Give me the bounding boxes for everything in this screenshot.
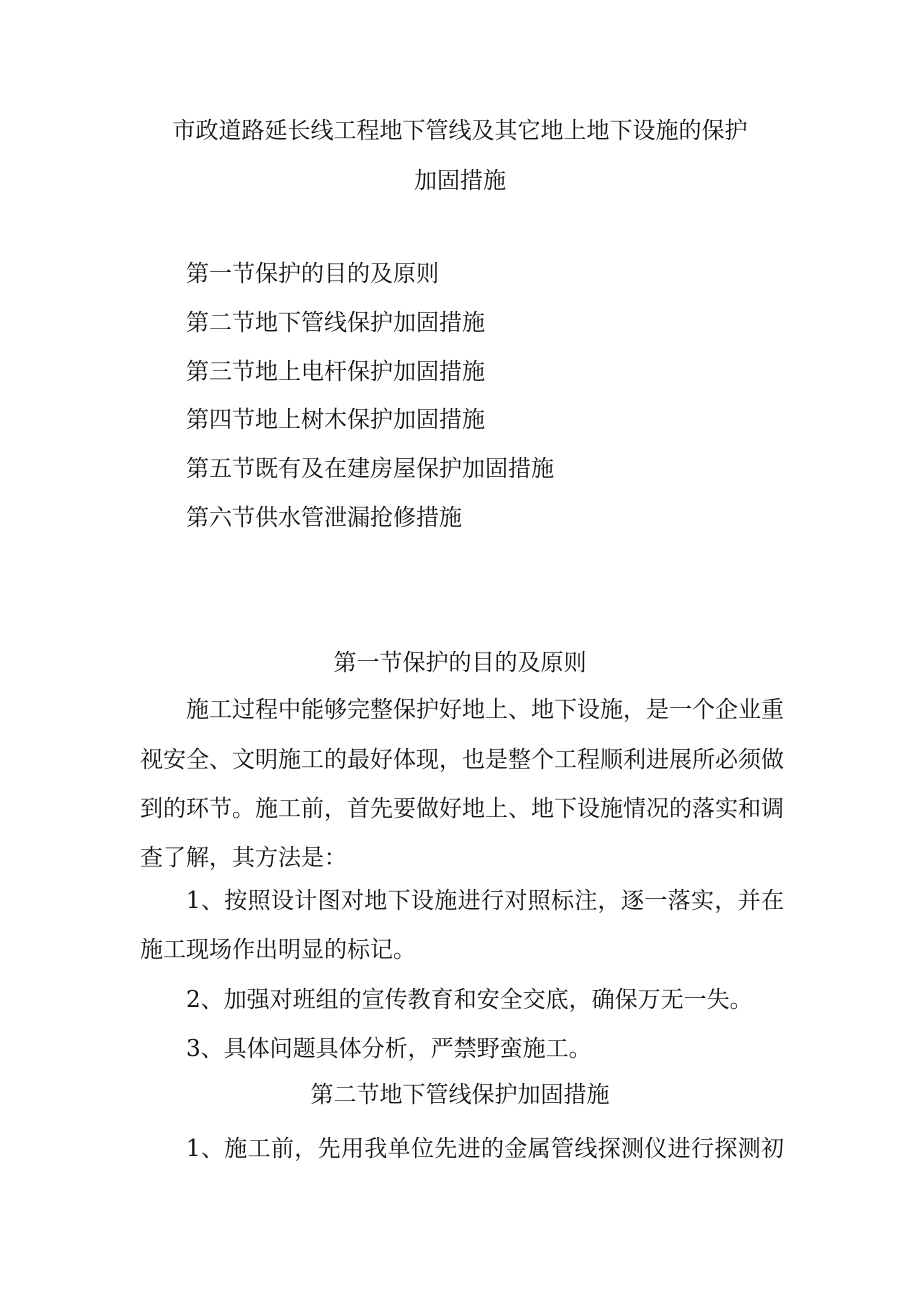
toc-item-1: 第一节保护的目的及原则: [186, 261, 439, 287]
section-1-intro-line-2: 视安全、文明施工的最好体现，也是整个工程顺利进展所必须做: [140, 747, 784, 773]
section-1-item-3: 3、具体问题具体分析，严禁野蛮施工。: [186, 1036, 592, 1062]
section-1-intro-line-4: 查了解，其方法是：: [140, 845, 347, 871]
document-title-line-2: 加固措施: [414, 168, 506, 194]
toc-item-2: 第二节地下管线保护加固措施: [186, 310, 485, 336]
section-2-item-1-line-1: 1、施工前，先用我单位先进的金属管线探测仪进行探测初: [186, 1136, 784, 1162]
section-1-item-2: 2、加强对班组的宣传教育和安全交底，确保万无一失。: [186, 987, 753, 1013]
toc-item-4: 第四节地上树木保护加固措施: [186, 407, 485, 433]
toc-item-6: 第六节供水管泄漏抢修措施: [186, 505, 462, 531]
toc-item-3: 第三节地上电杆保护加固措施: [186, 359, 485, 385]
section-1-intro-line-3: 到的环节。施工前，首先要做好地上、地下设施情况的落实和调: [140, 796, 784, 822]
section-1-heading: 第一节保护的目的及原则: [333, 650, 587, 676]
document-title-line-1: 市政道路延长线工程地下管线及其它地上地下设施的保护: [172, 118, 748, 144]
section-1-intro-line-1: 施工过程中能够完整保护好地上、地下设施，是一个企业重: [186, 697, 784, 723]
section-1-item-1-line-1: 1、按照设计图对地下设施进行对照标注，逐一落实，并在: [186, 888, 784, 914]
section-1-item-1-line-2: 施工现场作出明显的标记。: [140, 937, 416, 963]
section-2-heading: 第二节地下管线保护加固措施: [310, 1082, 610, 1108]
toc-item-5: 第五节既有及在建房屋保护加固措施: [186, 456, 554, 482]
